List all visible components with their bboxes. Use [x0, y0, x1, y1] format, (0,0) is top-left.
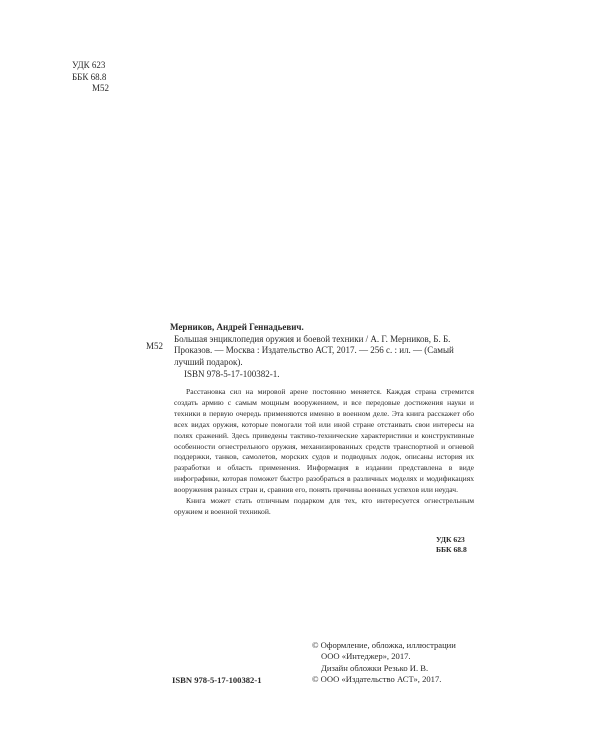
bbk-code: ББК 68.8 [72, 71, 107, 82]
entry-author: Мерников, Андрей Геннадьевич. [170, 322, 304, 332]
copyright-line-4: © ООО «Издательство АСТ», 2017. [312, 674, 442, 685]
classification-codes-top [72, 60, 109, 95]
annotation-paragraph-2: Книга может стать отличным подарком для тех, кто интересуется огнестрельным оружием и военной техникой. [174, 496, 474, 516]
entry-isbn: ISBN 978-5-17-100382-1. [184, 369, 280, 379]
author-mark: М52 [146, 341, 164, 351]
author-mark-code: М52 [92, 83, 110, 93]
copyright-block [312, 640, 456, 686]
entry-description: Большая энциклопедия оружия и боевой техники / А. Г. Мерников, Б. Б. Проказов. — Москва : Издательство АСТ, 2017. — 256 с. : ил. — (Самый лучший подарок). [174, 333, 454, 367]
classification-codes-bottom [436, 535, 467, 555]
udk-code: УДК 623 [72, 60, 106, 70]
copyright-line-2: ООО «Интеджер», 2017. [321, 651, 411, 662]
annotation-paragraph-1: Расстановка сил на мировой арене постоянно меняется. Каждая страна стремится создать армию с самым мощным вооружением, и все передовые достижения науки и техники в первую очередь применяются именно в военном деле. Эта книга расскажет обо всех видах оружия, которые помогали той или иной стране отстаивать свои интересы на полях сражений. Здесь приведены тактико-технические характеристики и конструктивные особенности огнестрельного оружия, механизированных средств транспортной и огневой поддержки, танков, самолетов, морских судов и подводных лодок, описаны история их разработки и область применения. Информация в издании представлена в виде инфографики, которая поможет быстро разобраться в различных моделях и модификациях вооружения разных стран и, сравнив его, понять причины военных успехов или неудач. [174, 387, 474, 495]
bbk-code-bottom: ББК 68.8 [436, 545, 467, 554]
isbn-bottom: ISBN 978-5-17-100382-1 [172, 675, 262, 685]
annotation [174, 387, 474, 518]
copyright-line-1: © Оформление, обложка, иллюстрации [312, 640, 456, 650]
udk-code-bottom: УДК 623 [436, 535, 465, 544]
copyright-line-3: Дизайн обложки Резько И. В. [321, 662, 429, 673]
bibliographic-entry [170, 322, 474, 381]
